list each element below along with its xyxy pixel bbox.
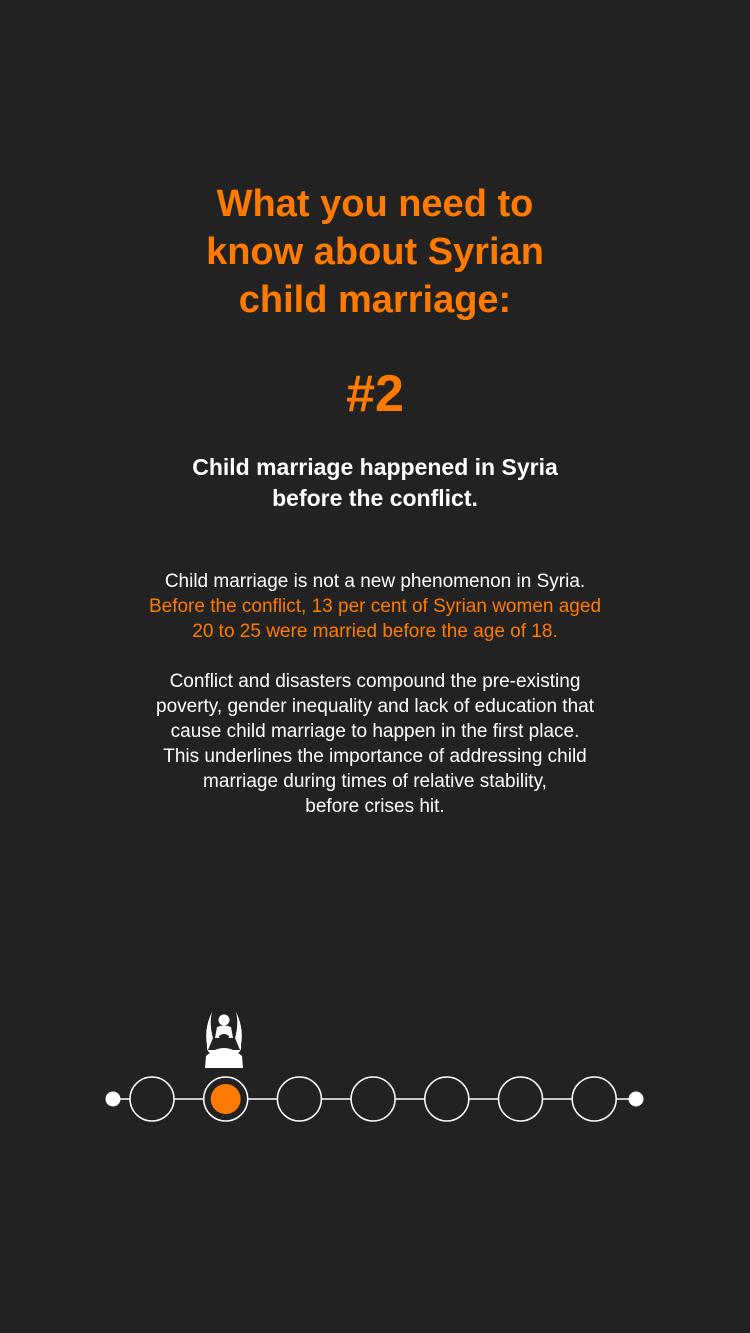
highlight-line: 20 to 25 were married before the age of 18. xyxy=(192,621,558,642)
fact-number: #2 xyxy=(346,365,404,423)
bride-icon xyxy=(205,1012,243,1068)
paragraph-line: cause child marriage to happen in the first place. xyxy=(170,721,580,742)
paragraph-line: Conflict and disasters compound the pre-existing xyxy=(169,671,581,692)
pagination-step-1[interactable] xyxy=(130,1077,174,1121)
intro-paragraph xyxy=(0,569,750,644)
page-title xyxy=(0,180,750,324)
paragraph-line: poverty, gender inequality and lack of education that xyxy=(156,696,594,717)
pagination-step-4[interactable] xyxy=(351,1077,395,1121)
paragraph-line: marriage during times of relative stability, xyxy=(203,771,547,792)
heading-line: before the conflict. xyxy=(272,485,478,511)
title-line: What you need to xyxy=(216,183,534,225)
heading-line: Child marriage happened in Syria xyxy=(192,454,558,480)
paragraph-line: This underlines the importance of addressing child xyxy=(163,746,587,767)
title-line: know about Syrian xyxy=(206,231,544,273)
highlight-line: Before the conflict, 13 per cent of Syrian women aged xyxy=(148,596,602,617)
timeline-start-dot xyxy=(106,1092,121,1107)
pagination-step-5[interactable] xyxy=(425,1077,469,1121)
fact-heading xyxy=(0,452,750,514)
pagination-step-3[interactable] xyxy=(277,1077,321,1121)
body-paragraph xyxy=(0,669,750,819)
fact-pagination xyxy=(0,1000,750,1140)
timeline-end-dot xyxy=(629,1092,644,1107)
paragraph-line: before crises hit. xyxy=(305,796,445,817)
pagination-active-dot xyxy=(211,1084,241,1114)
pagination-step-7[interactable] xyxy=(572,1077,616,1121)
title-line: child marriage: xyxy=(238,279,512,321)
paragraph-line: Child marriage is not a new phenomenon in Syria. xyxy=(164,571,586,592)
pagination-step-6[interactable] xyxy=(499,1077,543,1121)
